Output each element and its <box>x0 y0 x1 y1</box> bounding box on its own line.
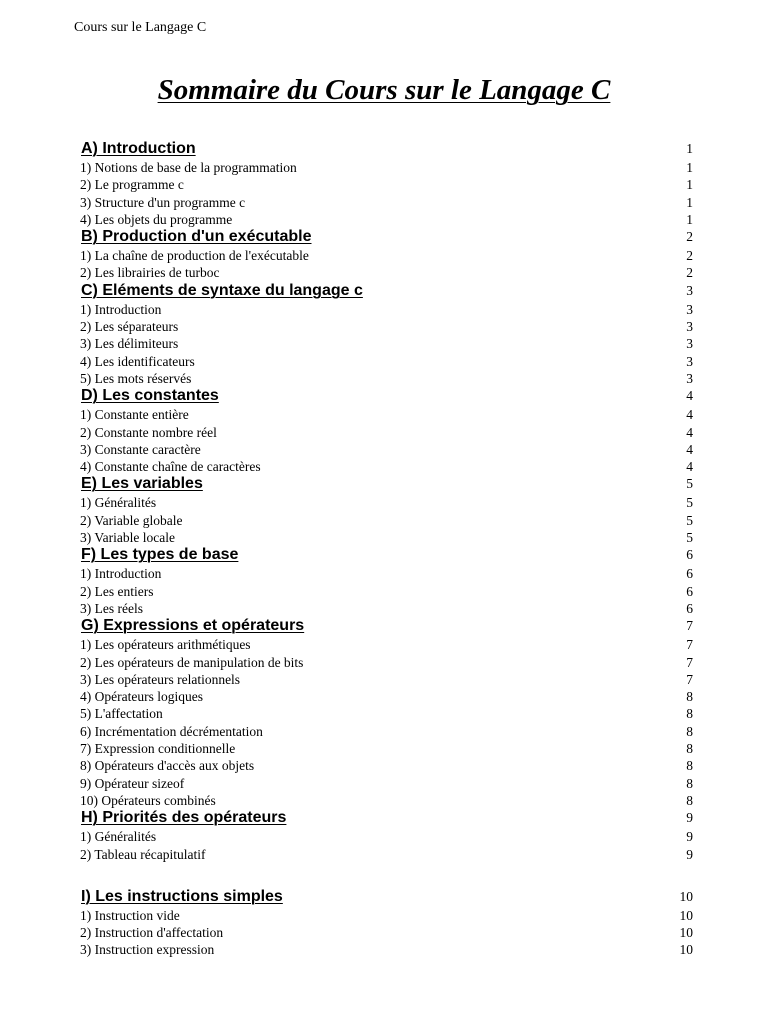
toc-page-number: 1 <box>686 194 693 210</box>
toc-entry <box>80 336 693 353</box>
running-header: Cours sur le Langage C <box>74 20 207 35</box>
toc-entry-label: 2) Les opérateurs de manipulation de bits <box>80 654 304 670</box>
toc-entry-label: 2) Tableau récapitulatif <box>80 846 206 862</box>
toc-page-number: 10 <box>679 888 693 904</box>
document-title <box>0 74 768 107</box>
toc-section-label: F) Les types de base <box>81 546 239 564</box>
toc-entry-label: 2) Le programme c <box>80 177 184 193</box>
toc-page-number: 5 <box>686 476 693 492</box>
toc-entry-label: 2) Constante nombre réel <box>80 424 217 440</box>
toc-entry-label: 2) Instruction d'affectation <box>80 925 224 941</box>
toc-entry <box>80 442 693 459</box>
toc-entry-label: 1) Introduction <box>80 301 162 317</box>
toc-section <box>80 228 693 248</box>
toc-page-number: 8 <box>686 706 693 722</box>
toc-page-number: 1 <box>686 177 693 193</box>
toc-entry <box>80 925 693 942</box>
toc-entry <box>80 459 693 476</box>
toc-entry <box>80 776 693 793</box>
toc-entry-label: 3) Les délimiteurs <box>80 336 179 352</box>
toc-entry-label: 3) Les réels <box>80 600 143 616</box>
toc-page-number: 10 <box>679 942 693 958</box>
toc-page-number: 6 <box>686 547 693 563</box>
toc-page-number: 3 <box>686 370 693 386</box>
toc-entry-label: 5) L'affectation <box>80 706 163 722</box>
toc-page-number: 3 <box>686 282 693 298</box>
toc-page-number: 4 <box>686 407 693 423</box>
toc-page-number: 3 <box>686 301 693 317</box>
toc-entry <box>80 530 693 547</box>
toc-entry <box>80 513 693 530</box>
toc-section <box>80 809 693 829</box>
toc-page-number: 6 <box>686 600 693 616</box>
toc-page-number: 7 <box>686 654 693 670</box>
toc-page-number: 4 <box>686 388 693 404</box>
toc-section-label: D) Les constantes <box>81 387 219 405</box>
toc-entry <box>80 160 693 177</box>
toc-page-number: 10 <box>679 925 693 941</box>
toc-page-number: 1 <box>686 141 693 156</box>
toc-entry-label: 1) Introduction <box>80 566 162 582</box>
toc-page-number: 8 <box>686 792 693 808</box>
toc-entry <box>80 195 693 212</box>
toc-entry <box>80 655 693 672</box>
toc-entry <box>80 601 693 618</box>
toc-entry-label: 2) Les librairies de turboc <box>80 265 220 281</box>
toc-entry-label: 1) Les opérateurs arithmétiques <box>80 637 251 653</box>
toc-page-number: 8 <box>686 775 693 791</box>
toc-page-number: 1 <box>686 211 693 227</box>
toc-section <box>80 475 693 495</box>
toc-entry-label: 2) Variable globale <box>80 512 183 528</box>
toc-page-number: 2 <box>686 248 693 264</box>
toc-entry-label: 8) Opérateurs d'accès aux objets <box>80 758 255 774</box>
toc-page-number: 2 <box>686 265 693 281</box>
toc-page-number: 8 <box>686 741 693 757</box>
toc-entry-label: 10) Opérateurs combinés <box>80 792 216 808</box>
toc-page-number: 8 <box>686 689 693 705</box>
toc-entry <box>80 319 693 336</box>
toc-page-number: 4 <box>686 441 693 457</box>
toc-entry <box>80 706 693 723</box>
toc-entry <box>80 248 693 265</box>
toc-section <box>80 140 693 160</box>
toc-entry-label: 1) Instruction vide <box>80 907 180 923</box>
toc-entry-label: 4) Les identificateurs <box>80 353 195 369</box>
toc-entry <box>80 425 693 442</box>
toc-entry <box>80 302 693 319</box>
toc-page-number: 9 <box>686 810 693 826</box>
toc-entry <box>80 672 693 689</box>
toc-entry-label: 5) Les mots réservés <box>80 370 192 386</box>
toc-page-number: 2 <box>686 229 693 245</box>
toc-entry-label: 1) Généralités <box>80 829 157 845</box>
toc-section <box>80 888 693 908</box>
toc-entry-label: 6) Incrémentation décrémentation <box>80 723 263 739</box>
toc-entry-label: 3) Les opérateurs relationnels <box>80 671 241 687</box>
toc-page-number: 3 <box>686 336 693 352</box>
toc-page-number: 9 <box>686 846 693 862</box>
toc-section-label: A) Introduction <box>81 140 196 157</box>
toc-entry-label: 3) Constante caractère <box>80 441 201 457</box>
toc-page-number: 7 <box>686 671 693 687</box>
toc-page-number: 9 <box>686 829 693 845</box>
toc-entry-label: 4) Les objets du programme <box>80 211 233 227</box>
toc-page-number: 5 <box>686 495 693 511</box>
toc-entry <box>80 908 693 925</box>
toc-entry <box>80 741 693 758</box>
toc-section-label: I) Les instructions simples <box>81 887 283 905</box>
toc-section-label: B) Production d'un exécutable <box>81 228 312 246</box>
toc-page-number: 7 <box>686 637 693 653</box>
toc-entry-label: 9) Opérateur sizeof <box>80 775 185 791</box>
toc-entry-label: 4) Opérateurs logiques <box>80 689 203 705</box>
toc-entry <box>80 637 693 654</box>
toc-section <box>80 387 693 407</box>
toc-entry-label: 2) Les entiers <box>80 583 154 599</box>
toc-entry-label: 4) Constante chaîne de caractères <box>80 459 261 475</box>
toc-entry-label: 1) Notions de base de la programmation <box>80 160 297 175</box>
toc-page-number: 3 <box>686 353 693 369</box>
toc-entry <box>80 724 693 741</box>
toc-page-number: 5 <box>686 512 693 528</box>
toc-page-number: 10 <box>679 907 693 923</box>
toc-section-label: C) Eléments de syntaxe du langage c <box>81 281 363 299</box>
toc-page-number: 4 <box>686 459 693 475</box>
toc-page-number: 8 <box>686 758 693 774</box>
toc-entry <box>80 689 693 706</box>
toc-page-number: 8 <box>686 723 693 739</box>
toc-entry <box>80 847 693 864</box>
toc-entry <box>80 407 693 424</box>
toc-page-number: 6 <box>686 583 693 599</box>
toc-entry <box>80 829 693 846</box>
toc-entry <box>80 354 693 371</box>
toc-section-label: H) Priorités des opérateurs <box>81 809 287 827</box>
toc-section-label: G) Expressions et opérateurs <box>81 617 305 635</box>
toc-entry-label: 1) Généralités <box>80 495 157 511</box>
toc-page-number: 5 <box>686 530 693 546</box>
toc-entry <box>80 758 693 775</box>
toc-entry-label: 3) Variable locale <box>80 530 175 546</box>
toc-entry-label: 1) La chaîne de production de l'exécutable <box>80 248 309 264</box>
document-title-text: Sommaire du Cours sur le Langage C <box>157 74 611 106</box>
table-of-contents <box>80 141 693 960</box>
toc-page-number: 4 <box>686 424 693 440</box>
toc-entry-label: 7) Expression conditionnelle <box>80 741 236 757</box>
toc-section <box>80 546 693 566</box>
toc-page-number: 6 <box>686 566 693 582</box>
toc-entry <box>80 212 693 229</box>
toc-entry-label: 3) Instruction expression <box>80 942 215 958</box>
toc-entry <box>80 584 693 601</box>
toc-page-number: 1 <box>686 160 693 175</box>
toc-section-label: E) Les variables <box>81 475 203 493</box>
toc-entry-label: 3) Structure d'un programme c <box>80 194 246 210</box>
toc-section <box>80 617 693 637</box>
toc-entry <box>80 265 693 282</box>
toc-entry-label: 1) Constante entière <box>80 407 189 423</box>
toc-entry-label: 2) Les séparateurs <box>80 319 179 335</box>
toc-entry <box>80 793 693 810</box>
toc-page-number: 3 <box>686 319 693 335</box>
toc-entry <box>80 177 693 194</box>
toc-page-number: 7 <box>686 618 693 634</box>
toc-entry <box>80 371 693 388</box>
toc-entry <box>80 566 693 583</box>
toc-section <box>80 282 693 302</box>
toc-entry <box>80 942 693 959</box>
toc-entry <box>80 495 693 512</box>
